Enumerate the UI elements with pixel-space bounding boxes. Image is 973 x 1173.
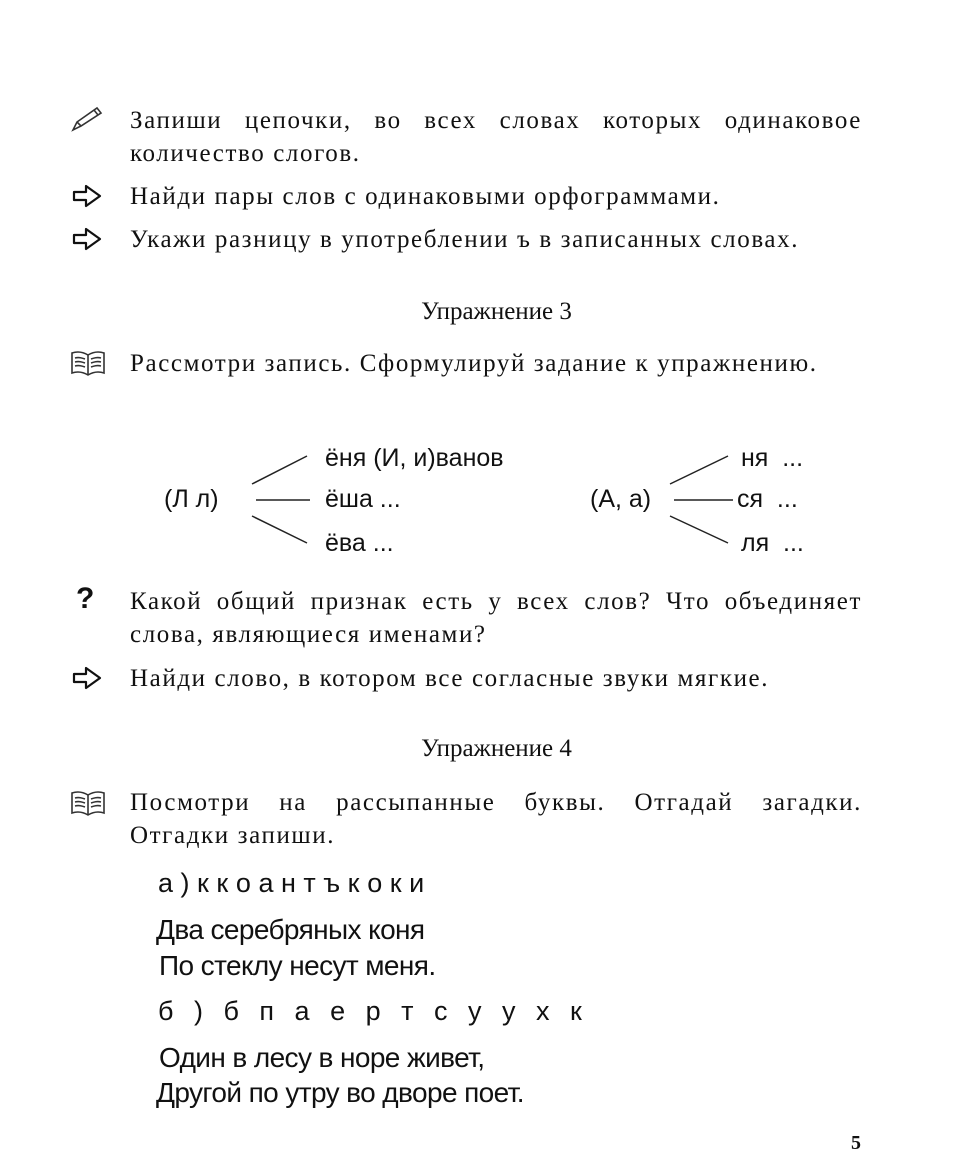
task-text: Запиши цепочки, во всех словах которых одинаковое количество слогов.	[130, 107, 862, 167]
scheme-branch: ся ...	[737, 485, 798, 513]
scheme-branch: ёня (И, и)ванов	[325, 444, 504, 472]
question-icon: ?	[76, 582, 95, 615]
exercise-heading: Упражнение 4	[421, 735, 572, 762]
riddle-line: По стеклу несут меня.	[159, 950, 436, 981]
exercise-heading: Упражнение 3	[421, 298, 572, 325]
instruction-text: Посмотри на рассыпанные буквы. Отгадай загадки. Отгадки запиши.	[130, 789, 862, 849]
riddle-line: Другой по утру во дворе поет.	[156, 1077, 524, 1108]
scheme-branch: ёша ...	[325, 485, 401, 513]
scheme-root-right: (А, а)	[590, 485, 652, 513]
task-text: Найди пары слов с одинаковыми орфограммами.	[130, 183, 721, 210]
scheme-branch: ля ...	[741, 529, 804, 557]
book-icon	[70, 788, 106, 818]
riddle-line: Два серебряных коня	[156, 914, 425, 945]
scrambled-letters-b: б ) б п а е р т с у у х к	[158, 996, 589, 1026]
task-text: Укажи разницу в употреблении ъ в записанных словах.	[130, 226, 800, 253]
riddle-line: Один в лесу в норе живет,	[159, 1042, 485, 1073]
scheme-root-left: (Л л)	[164, 485, 219, 513]
question-text: Какой общий признак есть у всех слов? Что объединяет слова, являющиеся именами?	[130, 588, 862, 648]
arrow-right-icon	[70, 663, 106, 693]
instruction-text: Рассмотри запись. Сформулируй задание к упражнению.	[130, 350, 818, 377]
scheme-branch: ёва ...	[325, 529, 394, 557]
page-number: 5	[851, 1132, 861, 1154]
scheme-branch: ня ...	[741, 444, 804, 472]
scrambled-letters-a: а)ккоантъкоки	[158, 868, 432, 898]
task-text: Найди слово, в котором все согласные звуки мягкие.	[130, 665, 770, 692]
